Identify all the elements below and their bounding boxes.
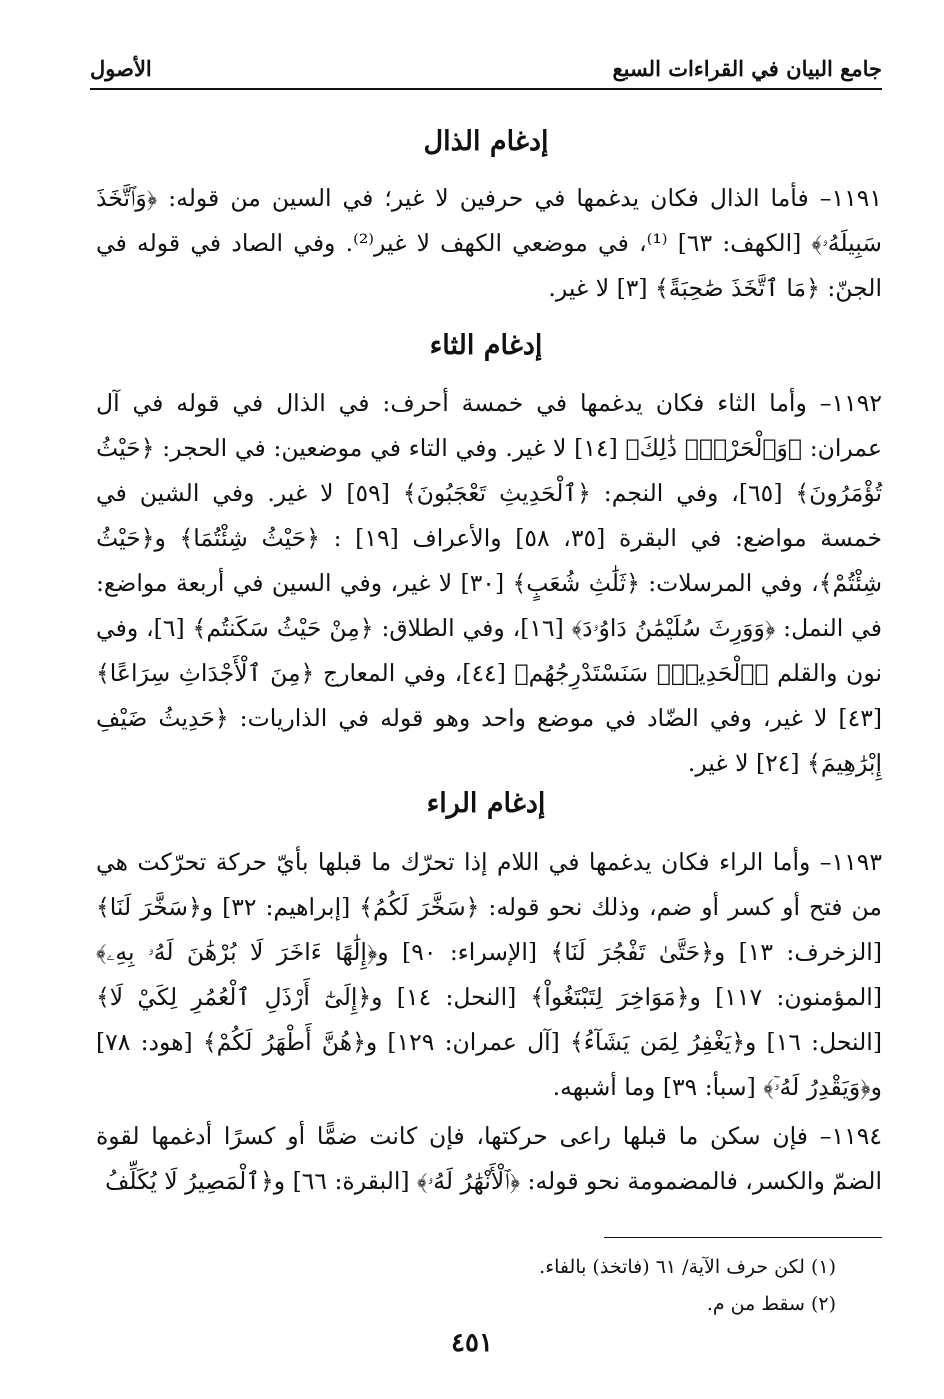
page-number: ٤٥١ <box>451 1328 493 1358</box>
footnote-divider <box>604 1237 882 1238</box>
section-heading-tha: إدغام الثاء <box>429 330 543 361</box>
section-heading-dhal: إدغام الذال <box>423 126 549 157</box>
running-header <box>90 52 882 90</box>
paragraph-1194: ١١٩٤– فإن سكن ما قبلها راعى حركتها، فإن كانت ضمًّا أو كسرًا أدغمها لقوة الضمّ والكسر، فالمضمومة نحو قوله: ﴿ٱلْأَنْهَٰرُ لَهُۥ﴾ [البقرة: ٦٦] و﴿ٱلْمَصِيرُ لَا يُكَلِّفُ <box>96 1122 882 1195</box>
header-section-name: الأصول <box>90 56 152 81</box>
paragraph-1191: ١١٩١– فأما الذال فكان يدغمها في حرفين لا غير؛ في السين من قوله: ﴿وَٱتَّخَذَ سَبِيلَهُۥ﴾ [الكهف: ٦٣] ⁽¹⁾، في موضعي الكهف لا غير⁽²⁾. وفي الصاد في قوله في الجنّ: ﴿مَا ٱتَّخَذَ صَٰحِبَةً﴾ [٣] لا غير. <box>96 184 883 302</box>
footnote-2: (٢) سقط من م. <box>706 1293 836 1315</box>
section-heading-ra: إدغام الراء <box>426 788 546 819</box>
header-book-title: جامع البيان في القراءات السبع <box>612 56 882 81</box>
footnote-1: (١) لكن حرف الآية/ ٦١ (فاتخذ) بالفاء. <box>539 1256 836 1278</box>
paragraph-1192: ١١٩٢– وأما الثاء فكان يدغمها في خمسة أحرف: في الذال في قوله في آل عمران: ﴿وَٱلْحَرْثِۗ ذَٰلِكَ﴾ [١٤] لا غير. وفي التاء في موضعين: في الحجر: ﴿حَيْثُ تُؤْمَرُونَ﴾ [٦٥]، وفي النجم: ﴿ٱلْحَدِيثِ تَعْجَبُونَ﴾ [٥٩] لا غير. وفي الشين في خمسة مواضع: في البقرة [٣٥، ٥٨] والأعراف [١٩] : ﴿حَيْثُ شِئْتُمَا﴾ و﴿حَيْثُ شِئْتُمْ﴾، وفي المرسلات: ﴿ثَلَٰثِ شُعَبٍ﴾ [٣٠] لا غير، وفي السين في أربعة مواضع: في النمل: ﴿وَوَرِثَ سُلَيْمَٰنُ دَاوُۥدَ﴾ [١٦]، وفي الطلاق: ﴿مِنْ حَيْثُ سَكَنتُم﴾ [٦]، وفي نون والقلم ﴿ٱلْحَدِيثِۖ سَنَسْتَدْرِجُهُم﴾ [٤٤]، وفي المعارج ﴿مِنَ ٱلْأَجْدَاثِ سِرَاعًا﴾ [٤٣] لا غير، وفي الضّاد في موضع واحد وهو قوله في الذاريات: ﴿حَدِيثُ ضَيْفِ إِبْرَٰهِيمَ﴾ [٢٤] لا غير. <box>96 389 883 777</box>
paragraph-1193: ١١٩٣– وأما الراء فكان يدغمها في اللام إذا تحرّك ما قبلها بأيّ حركة تحرّكت هي من فتح أو كسر أو ضم، وذلك نحو قوله: ﴿سَخَّرَ لَكُمُ﴾ [إبراهيم: ٣٢] و﴿سَخَّرَ لَنَا﴾ [الزخرف: ١٣] و﴿حَتَّىٰ تَفْجُرَ لَنَا﴾ [الإسراء: ٩٠] و﴿إِلَٰهًا ءَاخَرَ لَا بُرْهَٰنَ لَهُۥ بِهِۦ﴾ [المؤمنون: ١١٧] و﴿مَوَاخِرَ لِتَبْتَغُواْ﴾ [النحل: ١٤] و﴿إِلَىٰٓ أَرْذَلِ ٱلْعُمُرِ لِكَيْ لَا﴾ [النحل: ١٦] و﴿يَغْفِرُ لِمَن يَشَآءُ﴾ [آل عمران: ١٢٩] و﴿هُنَّ أَطْهَرُ لَكُمْ﴾ [هود: ٧٨] و﴿وَيَقْدِرُ لَهُۥٓ﴾ [سبأ: ٣٩] وما أشبهه. <box>96 848 883 1101</box>
